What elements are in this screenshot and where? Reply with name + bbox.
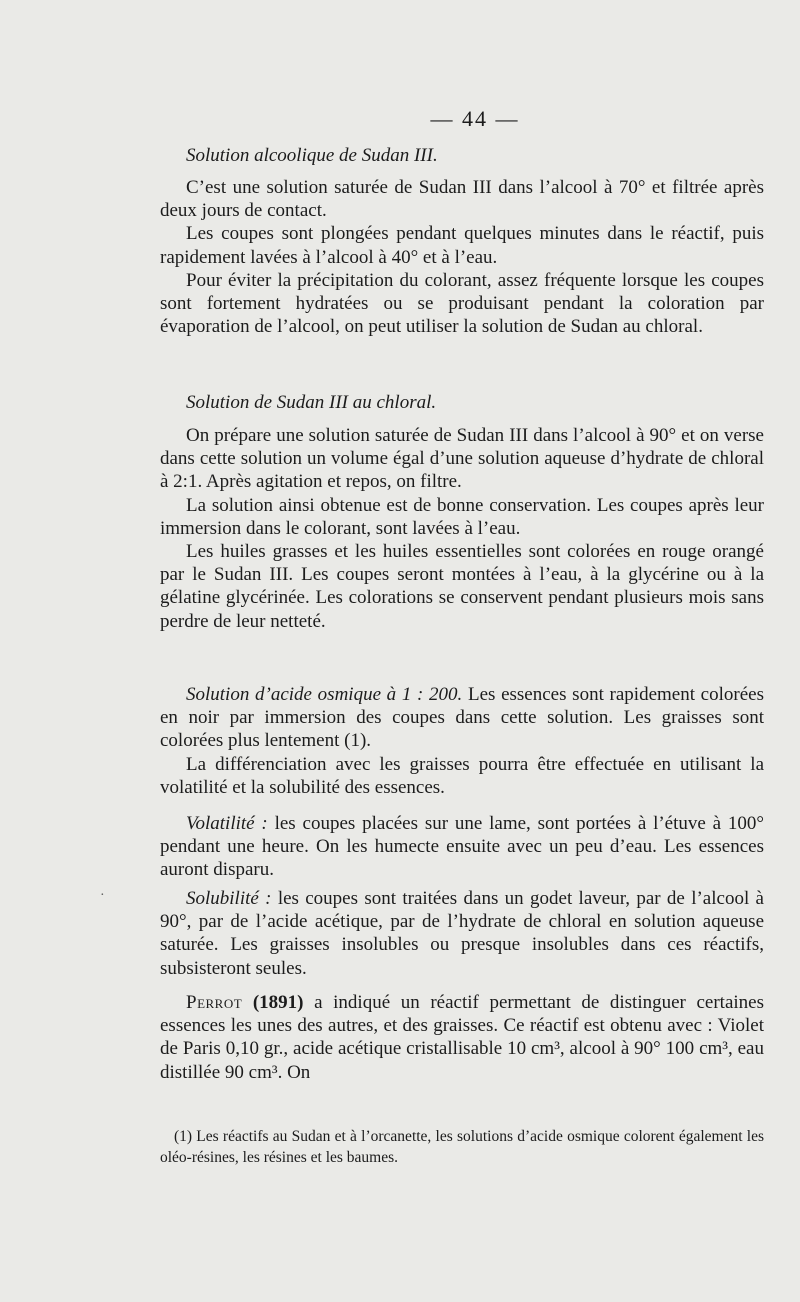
- heading-solubilite: Solubilité :: [186, 888, 272, 909]
- heading-sudan-chloral: Solution de Sudan III au chloral.: [186, 392, 437, 413]
- footnote: [160, 1126, 764, 1168]
- section-6-body: [160, 991, 764, 1084]
- section-1-body: [160, 176, 764, 338]
- paragraph: Perrot (1891) a indiqué un réactif permettant de distinguer certaines essences les unes des autres, et des graisses. Ce réactif est obtenu avec : Violet de Paris 0,10 gr., acide acétique cristallisable 10 cm³, alcool à 90° 100 cm³, eau distillée 90 cm³. On: [160, 992, 764, 1083]
- year: (1891): [252, 992, 304, 1013]
- paragraph: Volatilité : les coupes placées sur une lame, sont portées à l’étuve à 100° pendant une heure. On les humecte ensuite avec un peu d’eau. Les essences auront disparu.: [160, 813, 764, 881]
- paragraph: Solution d’acide osmique à 1 : 200. Les essences sont rapidement colorées en noir par immersion des coupes dans cette solution. Les graisses sont colorées plus lentement (1).: [160, 684, 764, 752]
- footnote-text: (1) Les réactifs au Sudan et à l’orcanette, les solutions d’acide osmique colorent également les oléo-résines, les résines et les baumes.: [160, 1128, 764, 1166]
- page-number: — 44 —: [430, 106, 520, 131]
- paragraph: Les huiles grasses et les huiles essentielles sont colorées en rouge orangé par le Sudan III. Les coupes seront montées à l’eau, à la glycérine ou à la gélatine glycérinée. Les colorations se conservent pendant plusieurs mois sans perdre de leur netteté.: [160, 541, 764, 632]
- section-3-body: [160, 683, 764, 799]
- section-2-body: [160, 424, 764, 633]
- heading-sudan-alcoolique: Solution alcoolique de Sudan III.: [186, 145, 438, 166]
- margin-dot: ·: [100, 888, 105, 903]
- heading-acide-osmique: Solution d’acide osmique à 1 : 200.: [186, 684, 463, 705]
- paragraph: Solubilité : les coupes sont traitées dans un godet laveur, par de l’alcool à 90°, par de l’acide acétique, par de l’hydrate de chloral en solution aqueuse saturée. Les graisses insolubles ou presque insolubles dans ces réactifs, subsisteront seules.: [160, 888, 764, 979]
- paragraph: La différenciation avec les graisses pourra être effectuée en utilisant la volatilité et la solubilité des essences.: [160, 753, 764, 798]
- section-4-body: [160, 812, 764, 882]
- paragraph: Pour éviter la précipitation du colorant, assez fréquente lorsque les coupes sont fortement hydratées ou se produisant pendant la coloration par évaporation de l’alcool, on peut utiliser la solution de Sudan au chloral.: [160, 269, 764, 338]
- heading-volatilite: Volatilité :: [186, 813, 268, 834]
- paragraph: C’est une solution saturée de Sudan III dans l’alcool à 70° et filtrée après deux jours de contact.: [160, 177, 764, 222]
- paragraph: Les coupes sont plongées pendant quelques minutes dans le réactif, puis rapidement lavées à l’alcool à 40° et à l’eau.: [160, 223, 764, 268]
- section-5-body: [160, 887, 764, 980]
- author-name: Perrot: [186, 992, 243, 1013]
- paragraph: On prépare une solution saturée de Sudan III dans l’alcool à 90° et on verse dans cette solution un volume égal d’une solution aqueuse d’hydrate de chloral à 2:1. Après agitation et repos, on filtre.: [160, 425, 764, 493]
- paragraph: La solution ainsi obtenue est de bonne conservation. Les coupes après leur immersion dans le colorant, sont lavées à l’eau.: [160, 494, 764, 539]
